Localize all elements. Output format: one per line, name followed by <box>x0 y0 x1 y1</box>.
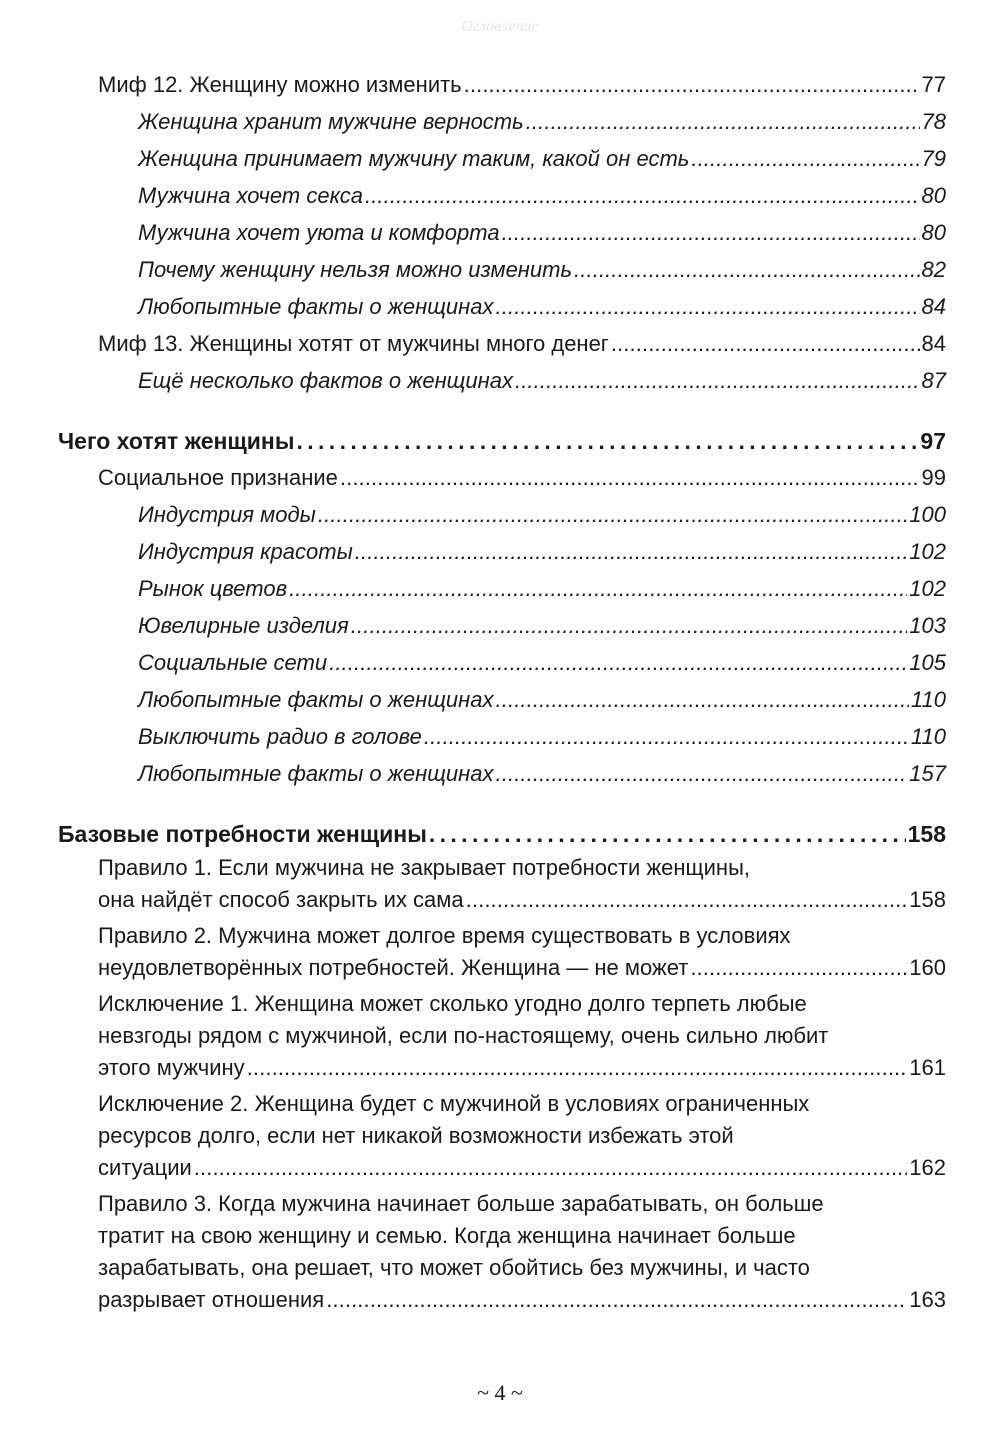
toc-rule-entry[interactable] <box>58 988 946 1084</box>
toc-rule-line: Исключение 1. Женщина может сколько угодно долго терпеть любые <box>98 991 807 1016</box>
toc-rule-line: невзгоды рядом с мужчиной, если по-настоящему, очень сильно любит <box>98 1023 829 1048</box>
toc-entry-title: Женщина принимает мужчину таким, какой он есть <box>138 146 690 171</box>
toc-entry-page: 160 <box>909 955 946 980</box>
toc-entry-title: Рынок цветов <box>138 576 288 601</box>
leader-dots <box>496 760 908 788</box>
leader-dots <box>464 71 920 99</box>
toc-entry-title: Миф 13. Женщины хотят от мужчины много денег <box>98 331 609 356</box>
toc-rule-entry[interactable] <box>58 920 946 984</box>
leader-dots <box>496 293 920 321</box>
toc-entry-page: 157 <box>909 761 946 786</box>
toc-rule-entry[interactable] <box>58 1088 946 1184</box>
toc-entry[interactable] <box>58 321 946 358</box>
section-gap <box>58 788 946 808</box>
toc-entry-title: Социальные сети <box>138 650 328 675</box>
toc-chapter-title: Базовые потребности женщины <box>58 821 427 847</box>
leader-dots <box>502 219 920 247</box>
toc-entry-page: 100 <box>909 502 946 527</box>
leader-dots <box>429 820 906 848</box>
toc-chapter-page: 158 <box>907 821 946 847</box>
leader-dots <box>329 649 907 677</box>
toc-entry-page: 162 <box>909 1155 946 1180</box>
leader-dots <box>247 1052 908 1084</box>
toc-rule-line: ресурсов долго, если нет никакой возможности избежать этой <box>98 1123 734 1148</box>
toc-rule-line: Исключение 2. Женщина будет с мужчиной в условиях ограниченных <box>98 1091 810 1116</box>
toc-entry[interactable] <box>58 751 946 788</box>
toc-entry-page: 99 <box>921 465 946 490</box>
toc-entry[interactable] <box>58 640 946 677</box>
toc-entry-page: 80 <box>921 220 946 245</box>
toc-entry-page: 110 <box>910 687 946 712</box>
leader-dots <box>691 145 919 173</box>
toc-chapter-page: 97 <box>920 428 946 454</box>
toc-entry[interactable] <box>58 566 946 603</box>
leader-dots <box>424 723 909 751</box>
leader-dots <box>351 612 907 640</box>
toc-rule-line: тратит на свою женщину и семью. Когда женщина начинает больше <box>98 1223 796 1248</box>
toc-entry-page: 78 <box>921 109 946 134</box>
toc-entry-page: 103 <box>909 613 946 638</box>
leader-dots <box>690 952 907 984</box>
leader-dots <box>611 330 920 358</box>
toc-entry-page: 102 <box>909 539 946 564</box>
toc-entry-page: 161 <box>909 1055 946 1080</box>
toc-entry[interactable] <box>58 677 946 714</box>
toc-entry[interactable] <box>58 247 946 284</box>
leader-dots <box>526 108 920 136</box>
toc-entry[interactable] <box>58 603 946 640</box>
toc-entry-page: 87 <box>921 368 946 393</box>
leader-dots <box>515 367 920 395</box>
toc-rule-line: ситуации <box>98 1155 192 1180</box>
toc-entry-title: Почему женщину нельзя можно изменить <box>138 257 573 282</box>
toc-entry-title: Ещё несколько фактов о женщинах <box>138 368 513 393</box>
toc-entry-page: 77 <box>921 72 946 97</box>
toc-entry-title: Ювелирные изделия <box>138 613 349 638</box>
toc-entry-title: Любопытные факты о женщинах <box>138 687 494 712</box>
toc-rule-line: этого мужчину <box>98 1055 245 1080</box>
leader-dots <box>289 575 907 603</box>
leader-dots <box>340 464 920 492</box>
toc-entry[interactable] <box>58 210 946 247</box>
toc-entry-page: 80 <box>921 183 946 208</box>
toc-rule-line: Правило 2. Мужчина может долгое время существовать в условиях <box>98 923 791 948</box>
toc-chapter-title: Чего хотят женщины <box>58 428 295 454</box>
toc-entry-page: 79 <box>921 146 946 171</box>
toc-rule-line: Правило 3. Когда мужчина начинает больше зарабатывать, он больше <box>98 1191 824 1216</box>
toc-entry[interactable] <box>58 62 946 99</box>
toc-entry[interactable] <box>58 492 946 529</box>
toc-entry-page: 84 <box>921 294 946 319</box>
toc-entry-title: Мужчина хочет секса <box>138 183 363 208</box>
toc-entry-title: Женщина хранит мужчине верность <box>138 109 524 134</box>
toc-entry[interactable] <box>58 173 946 210</box>
leader-dots <box>574 256 919 284</box>
leader-dots <box>496 686 909 714</box>
toc-entry-page: 82 <box>921 257 946 282</box>
toc-entry[interactable] <box>58 358 946 395</box>
toc-entry-title: Индустрия красоты <box>138 539 353 564</box>
toc-entry[interactable] <box>58 284 946 321</box>
toc-entry-title: Любопытные факты о женщинах <box>138 294 494 319</box>
toc-rule-line: она найдёт способ закрыть их сама <box>98 887 464 912</box>
toc-entry-page: 110 <box>910 724 946 749</box>
toc-entry-page: 163 <box>909 1287 946 1312</box>
leader-dots <box>466 884 908 916</box>
toc-entry-title: Миф 12. Женщину можно изменить <box>98 72 462 97</box>
toc-entry[interactable] <box>58 714 946 751</box>
toc-entry[interactable] <box>58 529 946 566</box>
running-header: Оглавление <box>461 18 539 35</box>
toc-chapter[interactable] <box>58 415 946 455</box>
toc-entry-page: 105 <box>909 650 946 675</box>
toc-rule-entry[interactable] <box>58 1188 946 1316</box>
leader-dots <box>318 501 907 529</box>
leader-dots <box>194 1152 908 1184</box>
toc-entry[interactable] <box>58 136 946 173</box>
toc-entry-title: Социальное признание <box>98 465 338 490</box>
toc-chapter[interactable] <box>58 808 946 848</box>
toc-entry-page: 158 <box>909 887 946 912</box>
leader-dots <box>365 182 920 210</box>
toc-entry-title: Мужчина хочет уюта и комфорта <box>138 220 500 245</box>
toc-entry-title: Любопытные факты о женщинах <box>138 761 494 786</box>
leader-dots <box>326 1284 907 1316</box>
toc-entry-page: 84 <box>921 331 946 356</box>
toc-entry-title: Индустрия моды <box>138 502 316 527</box>
section-gap <box>58 395 946 415</box>
toc-rule-line: неудовлетворённых потребностей. Женщина — не может <box>98 955 689 980</box>
toc-entry-page: 102 <box>909 576 946 601</box>
toc-rule-line: зарабатывать, она решает, что может обойтись без мужчины, и часто <box>98 1255 810 1280</box>
toc-entry-title: Выключить радио в голове <box>138 724 422 749</box>
toc-rule-line: Правило 1. Если мужчина не закрывает потребности женщины, <box>98 855 751 880</box>
page-number: ~ 4 ~ <box>477 1380 523 1405</box>
table-of-contents <box>58 62 946 1316</box>
leader-dots <box>355 538 908 566</box>
toc-entry[interactable] <box>58 99 946 136</box>
toc-entry[interactable] <box>58 455 946 492</box>
toc-rule-line: разрывает отношения <box>98 1287 325 1312</box>
leader-dots <box>296 427 918 455</box>
toc-rule-entry[interactable] <box>58 852 946 916</box>
